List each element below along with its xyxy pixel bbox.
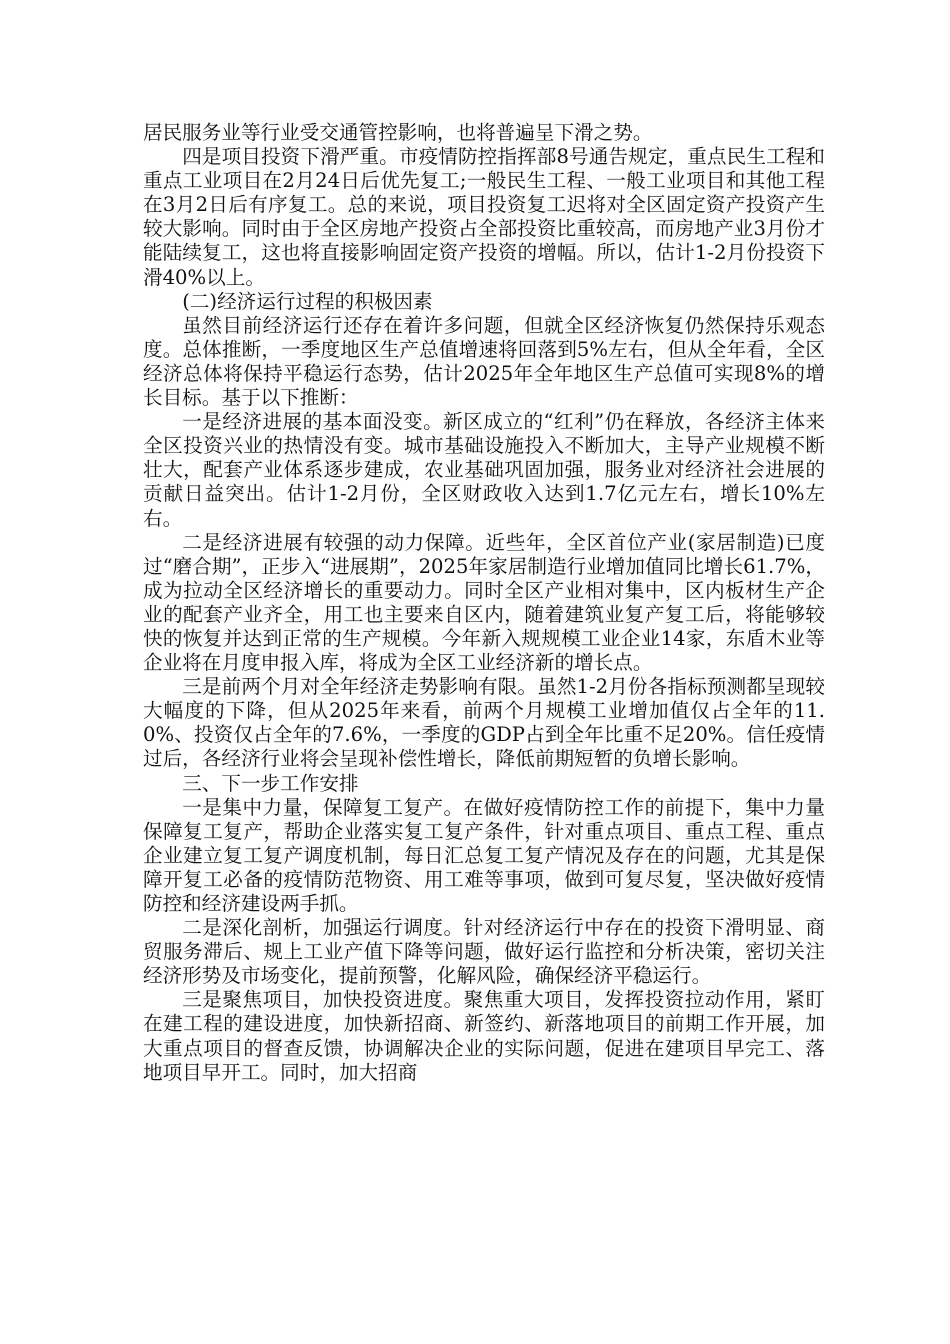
paragraph-limited-impact: 三是前两个月对全年经济走势影响有限。虽然1-2月份各指标预测都呈现较大幅度的下降，但从2025年来看，前两个月规模工业增加值仅占全年的11.0%、投资仅占全年的7.6%，一季度的GDP占到全年比重不足20%。信任疫情过后，各经济行业将会呈现补偿性增长，降低前期短暂的负增长影响。: [143, 675, 825, 771]
document-body: [143, 121, 825, 1085]
section-heading-next-steps: 三、下一步工作安排: [182, 771, 359, 795]
paragraph-continuation: 居民服务业等行业受交通管控影响，也将普遍呈下滑之势。: [143, 121, 653, 144]
paragraph-driving-force: 二是经济进展有较强的动力保障。近些年，全区首位产业(家居制造)已度过“磨合期”，正步入“进展期”，2025年家居制造行业增加值同比增长61.7%，成为拉动全区经济增长的重要动力。同时全区产业相对集中，区内板材生产企业的配套产业齐全，用工也主要来自区内，随着建筑业复产复工后，将能够较快的恢复并达到正常的生产规模。今年新入规规模工业企业14家，东盾木业等企业将在月度申报入库，将成为全区工业经济新的增长点。: [143, 530, 825, 675]
paragraph-fundamentals: 一是经济进展的基本面没变。新区成立的“红利”仍在释放，各经济主体来全区投资兴业的热情没有变。城市基础设施投入不断加大，主导产业规模不断壮大，配套产业体系逐步建成，农业基础巩固加强，服务业对经济社会进展的贡献日益突出。估计1-2月份，全区财政收入达到1.7亿元左右，增长10%左右。: [143, 410, 825, 530]
section-heading-positive-factors: (二)经济运行过程的积极因素: [182, 289, 433, 313]
paragraph-analysis: 二是深化剖析，加强运行调度。针对经济运行中存在的投资下滑明显、商贸服务滞后、规上工业产值下降等问题，做好运行监控和分析决策，密切关注经济形势及市场变化，提前预警，化解风险，确保经济平稳运行。: [143, 916, 825, 988]
paragraph-outlook: 虽然目前经济运行还存在着许多问题，但就全区经济恢复仍然保持乐观态度。总体推断，一季度地区生产总值增速将回落到5%左右，但从全年看，全区经济总体将保持平稳运行态势，估计2025年全年地区生产总值可实现8%的增长目标。基于以下推断：: [143, 313, 825, 410]
paragraph-resume-work: 一是集中力量，保障复工复产。在做好疫情防控工作的前提下，集中力量保障复工复产，帮助企业落实复工复产条件，针对重点项目、重点工程、重点企业建立复工复产调度机制，每日汇总复工复产情况及存在的问题，尤其是保障开复工必备的疫情防范物资、用工难等事项，做到可复尽复，坚决做好疫情防控和经济建设两手抓。: [143, 795, 825, 915]
paragraph-project-investment: 四是项目投资下滑严重。市疫情防控指挥部8号通告规定，重点民生工程和重点工业项目在2月24日后优先复工;一般民生工程、一般工业项目和其他工程在3月2日后有序复工。总的来说，项目投资复工迟将对全区固定资产投资产生较大影响。同时由于全区房地产投资占全部投资比重较高，而房地产业3月份才能陆续复工，这也将直接影响固定资产投资的增幅。所以，估计1-2月份投资下滑40%以上。: [143, 145, 825, 289]
paragraph-projects: 三是聚焦项目，加快投资进度。聚焦重大项目，发挥投资拉动作用，紧盯在建工程的建设进度，加快新招商、新签约、新落地项目的前期工作开展，加大重点项目的督查反馈，协调解决企业的实际问题，促进在建项目早完工、落地项目早开工。同时，加大招商: [143, 988, 825, 1084]
